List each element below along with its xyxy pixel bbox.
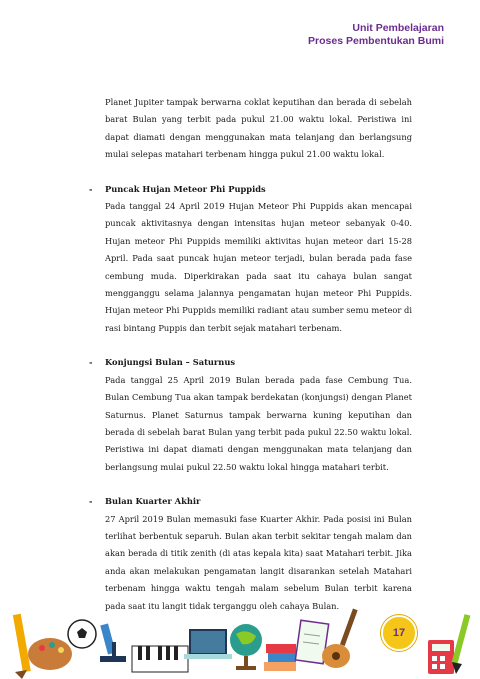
pencil-icon: [13, 614, 31, 679]
section-phi-puppids: [78, 181, 412, 338]
unit-label: Unit Pembelajaran: [352, 22, 444, 34]
section-title: Konjungsi Bulan – Saturnus: [105, 357, 236, 368]
bullet-dash: -: [89, 183, 93, 194]
piano-keys-icon: [132, 646, 188, 672]
section-title: Bulan Kuarter Akhir: [105, 496, 201, 507]
section-heading: [78, 493, 412, 510]
section-heading: [78, 354, 412, 371]
main-content: [78, 94, 412, 615]
bullet-dash: -: [89, 496, 93, 507]
microscope-icon: [100, 623, 126, 662]
bullet-dash: -: [89, 357, 93, 368]
intro-paragraph: Planet Jupiter tampak berwarna coklat keputihan dan berada di sebelah barat Bulan yang terbit pada pukul 21.00 waktu lokal. Peristiwa ini dapat diamati dengan menggunakan mata telanjang dan berlangsung mulai selepas matahari terbenam hingga pukul 21.00 waktu lokal.: [105, 97, 412, 160]
unit-title: Proses Pembentukan Bumi: [308, 35, 444, 47]
section-konjungsi: [78, 354, 412, 476]
globe-icon: [230, 624, 262, 670]
book-icon: [264, 644, 296, 671]
page-header: [308, 22, 444, 48]
page-number-badge: [381, 615, 417, 651]
section-body: 27 April 2019 Bulan memasuki fase Kuarter Akhir. Pada posisi ini Bulan terlihat berbentuk separuh. Bulan akan terbit sekitar tengah malam dan akan berada di titik zenith (di atas kepala kita) saat Matahari terbit. Jika anda akan melakukan pengamatan langit disarankan setelah Matahari terbenam hingga waktu tengah malam sebelum Bulan terbit karena pada saat itu langit tidak terganggu oleh cahaya Bulan.: [105, 513, 412, 611]
brush-icon: [452, 614, 471, 674]
section-kuarter-akhir: [78, 493, 412, 615]
calculator-icon: [428, 640, 454, 674]
page-number: 17: [392, 627, 406, 639]
section-heading: [78, 181, 412, 198]
laptop-icon: [184, 630, 232, 659]
palette-icon: [28, 638, 72, 670]
section-body: Pada tanggal 25 April 2019 Bulan berada pada fase Cembung Tua. Bulan Cembung Tua akan tampak berdekatan (konjungsi) dengan Planet Saturnus. Planet Saturnus tampak berwarna kuning keputihan dan berada di sebelah barat Bulan yang terbit pada pukul 22.50 waktu lokal. Peristiwa ini dapat diamati dengan menggunakan mata telanjang dan berlangsung mulai pukul 22.50 waktu lokal hingga matahari terbit.: [105, 374, 412, 472]
section-body: Pada tanggal 24 April 2019 Hujan Meteor Phi Puppids akan mencapai puncak aktivitasnya dengan intensitas hujan meteor sebanyak 0-40. Hujan meteor Phi Puppids memiliki aktivitas hujan meteor dari 15-28 April. Pada saat puncak hujan meteor terjadi, bulan berada pada fase cembung muda. Diperkirakan pada saat itu cahaya bulan sangat mengganggu selama jalannya pengamatan hujan meteor Phi Puppids. Hujan meteor Phi Puppids memiliki radiant atau sumber semu meteor di rasi bintang Puppis dan terbit sejak matahari terbenam.: [105, 201, 412, 333]
section-title: Puncak Hujan Meteor Phi Puppids: [105, 183, 266, 194]
soccer-ball-icon: [68, 620, 96, 648]
